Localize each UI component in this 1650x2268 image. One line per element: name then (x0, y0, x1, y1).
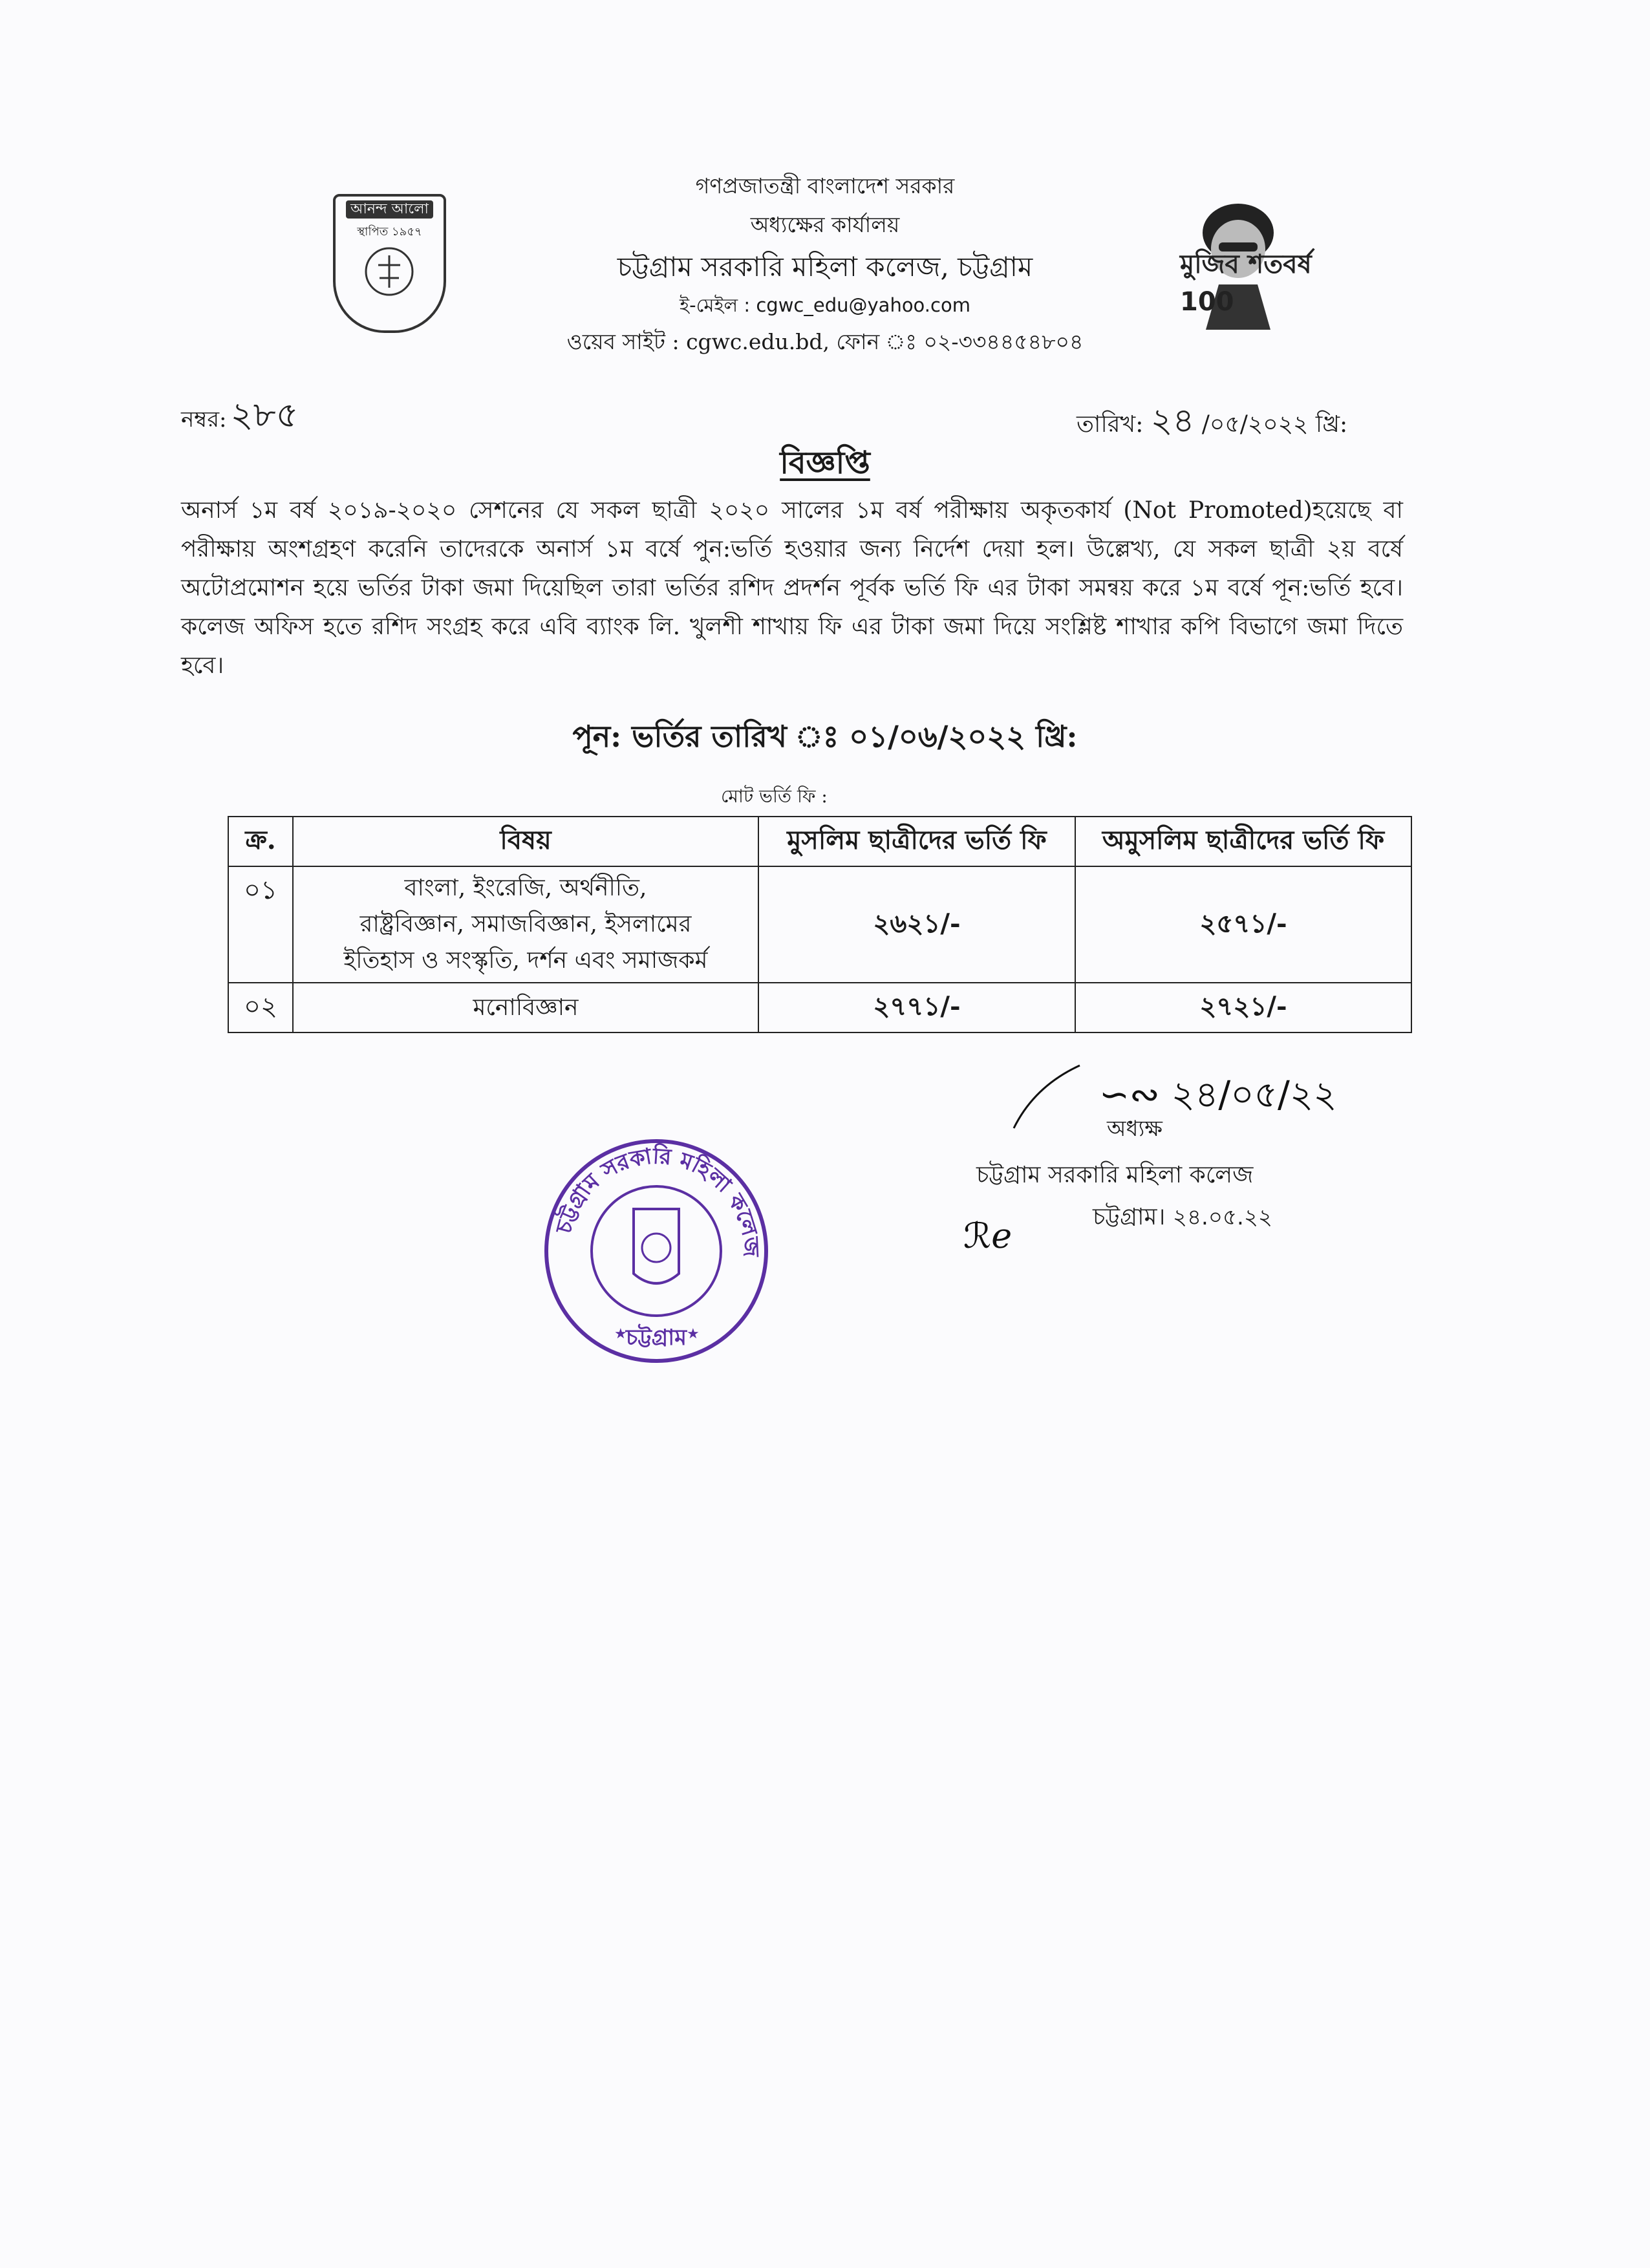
col-serial: ক্র. (228, 817, 293, 866)
stamp-bottom-text: চট্টগ্রাম (626, 1325, 687, 1351)
stamp-star-icon: ★ (614, 1326, 627, 1342)
stamp-ring-text: চট্টগ্রাম সরকারি মহিলা কলেজ (551, 1143, 764, 1257)
signature-stroke-icon (1009, 1060, 1086, 1131)
svg-text:★: ★ (687, 1326, 700, 1342)
notice-title (0, 440, 1650, 491)
signatory-designation: অধ্যক্ষ (1107, 1116, 1162, 1142)
city-name: চট্টগ্রাম। (1093, 1204, 1166, 1230)
fee-label: মোট ভর্তি ফি : (721, 786, 828, 807)
city-date: ২৪.০৫.২২ (1172, 1204, 1273, 1230)
phone-number: ০২-৩৩৪৪৫৪৮০৪ (923, 329, 1084, 354)
date-label: তারিখ: (1077, 411, 1144, 438)
website-phone-line (0, 325, 1650, 361)
row-muslim-fee: ২৬২১/- (758, 866, 1075, 983)
table-row (228, 983, 1411, 1032)
college-seal-stamp (537, 1131, 776, 1371)
notice-body: অনার্স ১ম বর্ষ ২০১৯-২০২০ সেশনের যে সকল ছাত্রী ২০২০ সালের ১ম বর্ষ পরীক্ষায় অকৃতকার্য (Not Promoted)হয়েছে বা পরীক্ষায় অংশগ্রহণ করেনি তাদেরকে অনার্স ১ম বর্ষে পুন:ভর্তি হওয়ার জন্য নির্দেশ দেয়া হল। উল্লেখ্য, যে সকল ছাত্রী ২য় বর্ষে অটোপ্রমোশন হয়ে ভর্তির টাকা জমা দিয়েছিল তারা ভর্তির রশিদ প্রদর্শন পূর্বক ভর্তি ফি এর টাকা সমন্বয় করে ১ম বর্ষে পূন:ভর্তি হবে। কলেজ অফিস হতে রশিদ সংগ্রহ করে এবি ব্যাংক লি. খুলশী শাখায় ফি এর টাকা জমা দিয়ে সংশ্লিষ্ট শাখার কপি বিভাগে জমা দিতে হবে। (181, 497, 1403, 679)
row-muslim-fee: ২৭৭১/- (758, 983, 1075, 1032)
college-motto: আনন্দ আলো (346, 200, 433, 219)
phone-label: ফোন ঃ (836, 329, 917, 354)
college-emblem-icon (333, 194, 446, 333)
col-non-muslim-fee: অমুসলিম ছাত্রীদের ভর্তি ফি (1075, 817, 1411, 866)
table-header-row (228, 817, 1411, 866)
email-line (0, 291, 1650, 323)
subject-line: বাংলা, ইংরেজি, অর্থনীতি, (404, 875, 647, 901)
signatory-college: চট্টগ্রাম সরকারি মহিলা কলেজ (976, 1162, 1254, 1188)
website: cgwc.edu.bd, (686, 329, 830, 354)
subject-line: ইতিহাস ও সংস্কৃতি, দর্শন এবং সমাজকর্ম (343, 947, 708, 974)
date-rest: /০৫/২০২২ খ্রি: (1201, 411, 1348, 438)
college-established: স্থাপিত ১৯৫৭ (357, 225, 422, 239)
signature-scribble-icon: ∽∾ (1099, 1074, 1172, 1116)
readmission-date: পূন: ভর্তির তারিখ ঃ ০১/০৬/২০২২ খ্রি: (572, 719, 1078, 754)
col-subject: বিষয় (293, 817, 758, 866)
table-row (228, 866, 1411, 983)
email-label: ই-মেইল : (680, 294, 751, 316)
govt-heading: গণপ্রজাতন্ত্রী বাংলাদেশ সরকার (695, 173, 955, 198)
email-address: cgwc_edu@yahoo.com (756, 294, 970, 316)
memo-label: নম্বর: (181, 407, 227, 433)
fee-table (228, 816, 1412, 1033)
college-logo (333, 194, 446, 333)
stamp-emblem-icon (634, 1209, 679, 1283)
subject-line: রাষ্ট্রবিজ্ঞান, সমাজবিজ্ঞান, ইসলামের (359, 911, 692, 937)
date-day: ২৪ (1150, 401, 1195, 440)
row-non-muslim-fee: ২৫৭১/- (1075, 866, 1411, 983)
mujib-centenary-text: মুজিব শতবর্ষ 100 (1180, 250, 1312, 317)
svg-text:চট্টগ্রাম সরকারি মহিলা কলেজ (551, 1142, 764, 1258)
notice-title-text: বিজ্ঞপ্তি (780, 445, 870, 481)
signature-date: ২৪/০৫/২২ (1171, 1074, 1337, 1116)
row-subjects (293, 983, 758, 1032)
row-non-muslim-fee: ২৭২১/- (1075, 983, 1411, 1032)
office-heading: অধ্যক্ষের কার্যালয় (750, 212, 900, 237)
college-heading: চট্টগ্রাম সরকারি মহিলা কলেজ, চট্টগ্রাম (617, 251, 1033, 283)
col-muslim-fee: মুসলিম ছাত্রীদের ভর্তি ফি (758, 817, 1075, 866)
memo-value: ২৮৫ (230, 394, 299, 435)
row-serial: ০১ (228, 866, 293, 983)
mujib-centenary-logo (1180, 187, 1374, 330)
initials-scribble-icon: ℛℯ (963, 1215, 1012, 1256)
subject-line: মনোবিজ্ঞান (473, 994, 579, 1021)
memo-number (181, 388, 299, 446)
stamp-inner-ring (592, 1186, 721, 1316)
signatory-city (1093, 1199, 1272, 1238)
row-serial: ০২ (228, 983, 293, 1032)
website-label: ওয়েব সাইট : (566, 329, 680, 354)
row-subjects (293, 866, 758, 983)
